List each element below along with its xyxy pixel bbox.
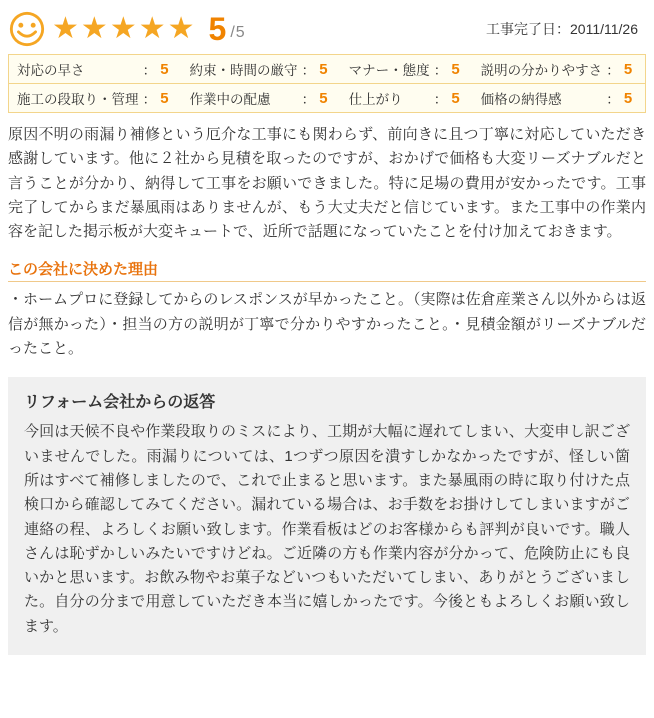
score-colon: ： [142, 63, 157, 78]
score-table [8, 54, 646, 113]
score-label: 対応の早さ [17, 63, 85, 78]
score-value: 5 [158, 84, 181, 113]
score-colon: ： [433, 63, 448, 78]
company-reply-box [8, 377, 646, 655]
score-value: 5 [319, 60, 328, 78]
reason-section-heading: この会社に決めた理由 [8, 258, 646, 282]
rating-value: 5 [208, 11, 228, 47]
score-colon: ： [301, 63, 316, 78]
score-label: 約束・時間の厳守 [189, 63, 298, 78]
table-row [9, 55, 646, 84]
score-label: 仕上がり [341, 84, 432, 113]
score-colon: ： [606, 63, 620, 78]
table-row [9, 84, 646, 113]
score-colon: ： [300, 84, 318, 113]
score-value: 5 [449, 84, 472, 113]
reason-body-text: ・ホームプロに登録してからのレスポンスが早かったこと。（実際は佐倉産業さん以外からは返信が無かった）・担当の方の説明が丁寧で分かりやすかったこと。・見積金額がリーズナブルだったこと。 [8, 291, 646, 358]
score-value: 5 [160, 60, 169, 78]
company-reply-text: 今回は天候不良や作業段取りのミスにより、工期が大幅に遅れてしまい、大変申し訳ございませんでした。雨漏りについては、1つずつ原因を潰すしかなかったですが、怪しい箇所はすべて補修しましたので、これで止まると思います。また暴風雨の時に取り付けた点検口から確認してみてください。漏れている場合は、お手数をお掛けしてしまいますがご連絡の程、よろしくお願い致します。作業看板はどのお客様からも評判が良いです。職人さんは恥ずかしいみたいですけどね。ご近隣の方も作業内容が分かって、危険防止にも良いかと思います。お飲み物やお菓子などいつもいただいてしまい、ありがとうございました。自分の分まで用意していただき本当に嬉しかったです。今後ともよろしくお願い致します。 [24, 423, 630, 635]
score-label: 作業中の配慮 [182, 84, 300, 113]
score-value: 5 [317, 84, 340, 113]
star-icon-2: ★ [80, 12, 109, 45]
score-label: マナー・態度 [348, 63, 430, 78]
score-colon: ： [604, 84, 622, 113]
rating-header [8, 8, 646, 54]
review-body-text: 原因不明の雨漏り補修という厄介な工事にも関わらず、前向きに且つ丁寧に対応していただき感謝しています。他に２社から見積を取ったのですが、おかげで価格も大変リーズナブルだと言うことが分かり、納得して工事をお願いできました。特に足場の費用が安かったです。工事完了してからまだ暴風雨はありませんが、もう大丈夫だと信じています。また工事中の作業内容を記した掲示板が大変キュートで、近所で話題になっていたことを付け加えておきます。 [8, 126, 646, 241]
score-value: 5 [451, 60, 460, 78]
score-value: 5 [623, 60, 633, 78]
score-label: 説明の分かりやすさ [480, 63, 603, 78]
completion-date: 工事完了日：2011/11/26 [486, 21, 638, 37]
score-value: 5 [622, 84, 646, 113]
rating-denominator: /5 [230, 24, 246, 41]
star-icon-3: ★ [109, 12, 138, 45]
score-colon: ： [141, 84, 159, 113]
score-label: 施工の段取り・管理 [9, 84, 141, 113]
score-label: 価格の納得感 [473, 84, 605, 113]
company-reply-title: リフォーム会社からの返答 [24, 394, 216, 412]
star-icon-5: ★ [167, 12, 196, 45]
smiley-face-icon [8, 10, 46, 48]
star-icon-1: ★ [52, 12, 80, 45]
star-icon-4: ★ [138, 12, 167, 45]
star-rating [52, 13, 246, 45]
score-colon: ： [432, 84, 450, 113]
